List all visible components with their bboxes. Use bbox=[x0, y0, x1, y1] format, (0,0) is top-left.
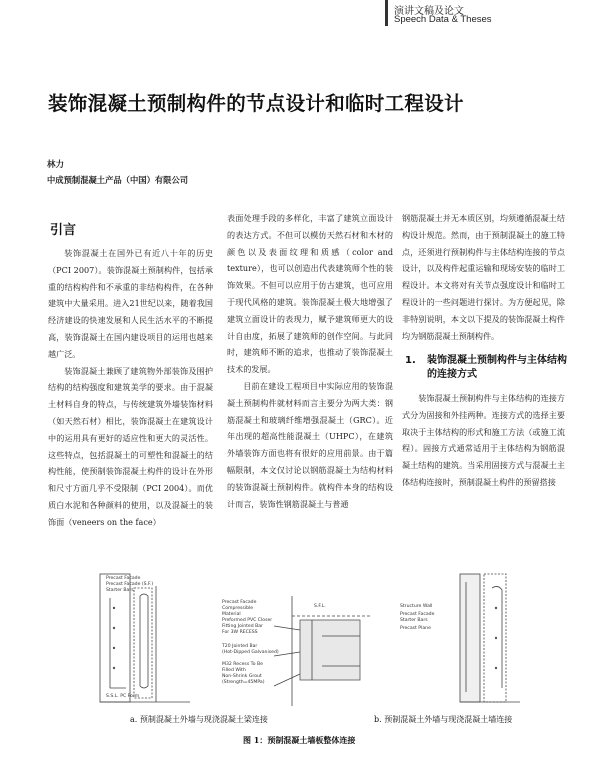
section-title: 装饰混凝土预制构件与主体结构的连接方式 bbox=[427, 355, 567, 380]
figure-detail bbox=[222, 596, 372, 706]
fig-detail-label: T20 Jointed Bar bbox=[222, 644, 258, 649]
fig-detail-label: M32 Recess To Be bbox=[222, 662, 263, 667]
fig-detail-label: Material bbox=[222, 612, 241, 617]
figure-caption: 图 1：预制混凝土墙板整体连接 bbox=[243, 735, 356, 745]
affiliation: 中成预制混凝土产品（中国）有限公司 bbox=[47, 175, 189, 185]
fig-detail-label: Non-Shrink Grout bbox=[222, 674, 262, 679]
figure-a bbox=[70, 568, 220, 708]
fig-detail-label: Precast Facade bbox=[222, 600, 257, 605]
paragraph: 装饰混凝土预制构件与主体结构的连接方式分为固接和外挂两种。连接方式的选择主要取决于主体结构的形式和施工方法（或施工流程）。固接方式通常适用于主体结构为钢筋混凝土结构的建筑。当采用固接方式与混凝土主体结构连接时，预制混凝土构件的预留搭接 bbox=[402, 393, 565, 487]
column-2 bbox=[227, 210, 393, 512]
column-title-cn: 演讲文稿及论文 bbox=[394, 6, 464, 17]
fig-a-label: Starter Bars bbox=[106, 588, 134, 593]
paragraph: 表面处理手段的多样化，丰富了建筑立面设计的表达方式。不但可以模仿天然石材和木材的颜色以及表面纹理和质感（color and texture），也可以创造出代表建筑师个性的装饰效果。不但可以应用于仿古建筑，也可应用于现代风格的建筑。装饰混凝土极大地增强了建筑立面设计的表现力，赋予建筑师更大的设计自由度，拓展了建筑师的创作空间。与此同时，建筑师不断的追求，也推动了装饰混凝土技术的发展。 bbox=[227, 213, 393, 375]
figure-b-drawing bbox=[400, 568, 540, 708]
column-title-en: Speech Data & Theses bbox=[394, 14, 492, 25]
fig-a-label: S.S.L. PC Form bbox=[106, 694, 140, 699]
column-3-bottom bbox=[402, 390, 565, 491]
figure-a-caption: a. 预制混凝土外墙与现浇混凝土梁连接 bbox=[130, 715, 268, 724]
section-number: 1. bbox=[405, 355, 416, 366]
fig-detail-label: Compressible bbox=[222, 606, 254, 611]
fig-detail-label: S.F.L. bbox=[314, 604, 326, 609]
fig-detail-label: Preformed PVC Closer bbox=[222, 618, 273, 623]
paragraph: 目前在建设工程项目中实际应用的装饰混凝土预制构件就材料而言主要分为两大类：钢筋混凝土和玻璃纤维增强混凝土（GRC）。近年出现的超高性能混凝土（UHPC），在建筑外墙装饰方面也将有很好的应用前景。由于篇幅限制，本文仅讨论以钢筋混凝土为结构材料的装饰混凝土预制构件。就构件本身的结构设计而言，装饰性钢筋混凝土与普通 bbox=[227, 380, 393, 509]
paragraph: 装饰混凝土兼顾了建筑物外部装饰及围护结构的结构强度和建筑美学的要求。由于混凝土材料自身的特点，与传统建筑外墙装饰材料（如天然石材）相比，装饰混凝土在建筑设计中的运用具有更好的适应性和更大的灵活性。这些特点，包括混凝土的可塑性和混凝土的结构性能，使预制装饰混凝土构件的设计在外形和尺寸方面几乎不受限制（PCI 2004）。而优质白水泥和各种颜料的使用，以及混凝土的装饰面（veneers on the face） bbox=[48, 365, 213, 527]
fig-b-label: Precast Plane bbox=[400, 626, 431, 631]
fig-b-label: Precast Facade bbox=[400, 612, 435, 617]
section-heading bbox=[405, 354, 571, 382]
fig-detail-label: Filled With bbox=[222, 668, 246, 673]
header-bar bbox=[385, 0, 388, 26]
fig-detail-label: Fitting Jointed Bar bbox=[222, 624, 263, 629]
fig-a-label: Precast Facade (S.F.) bbox=[106, 582, 154, 587]
figure-a-drawing bbox=[70, 568, 220, 708]
fig-detail-label: (Strength=45MPa) bbox=[222, 680, 265, 685]
paragraph: 钢筋混凝土并无本质区别，均须遵循混凝土结构设计规范。然而，由于预制混凝土的施工特点，还须进行预制构件与主体结构连接的节点设计，以及构件起重运输和现场安装的临时工程设计。本文将对有关节点强度设计和临时工程设计的一些问题进行探讨。为方便起见，除非特别说明，本文以下提及的装饰混凝土构件均为钢筋混凝土预制构件。 bbox=[402, 213, 565, 341]
fig-detail-label: (Hot-Dipped Galvanised) bbox=[222, 650, 279, 655]
figure-b bbox=[400, 568, 540, 708]
paper-title: 装饰混凝土预制构件的节点设计和临时工程设计 bbox=[48, 92, 464, 115]
paragraph: 装饰混凝土在国外已有近八十年的历史（PCI 2007）。装饰混凝土预制构件，包括承重的结构构件和不承重的非结构构件，在各种建筑中大量采用。进入21世纪以来，随着我国经济建设的快速发展和人民生活水平的不断提高，装饰混凝土在国内建设项目的运用也越来越广泛。 bbox=[48, 248, 213, 359]
column-1 bbox=[48, 245, 213, 531]
figure-b-caption: b. 预制混凝土外墙与现浇混凝土墙连接 bbox=[374, 715, 513, 724]
fig-a-label: Precast Facade bbox=[106, 576, 141, 581]
fig-detail-label: For 3W RECESS bbox=[222, 630, 258, 635]
author: 林力 bbox=[47, 160, 65, 170]
intro-heading: 引言 bbox=[50, 223, 77, 238]
column-3-top bbox=[402, 210, 565, 344]
fig-b-label: Starter Bars bbox=[400, 618, 428, 623]
fig-b-label: Structure Wall bbox=[400, 604, 433, 609]
